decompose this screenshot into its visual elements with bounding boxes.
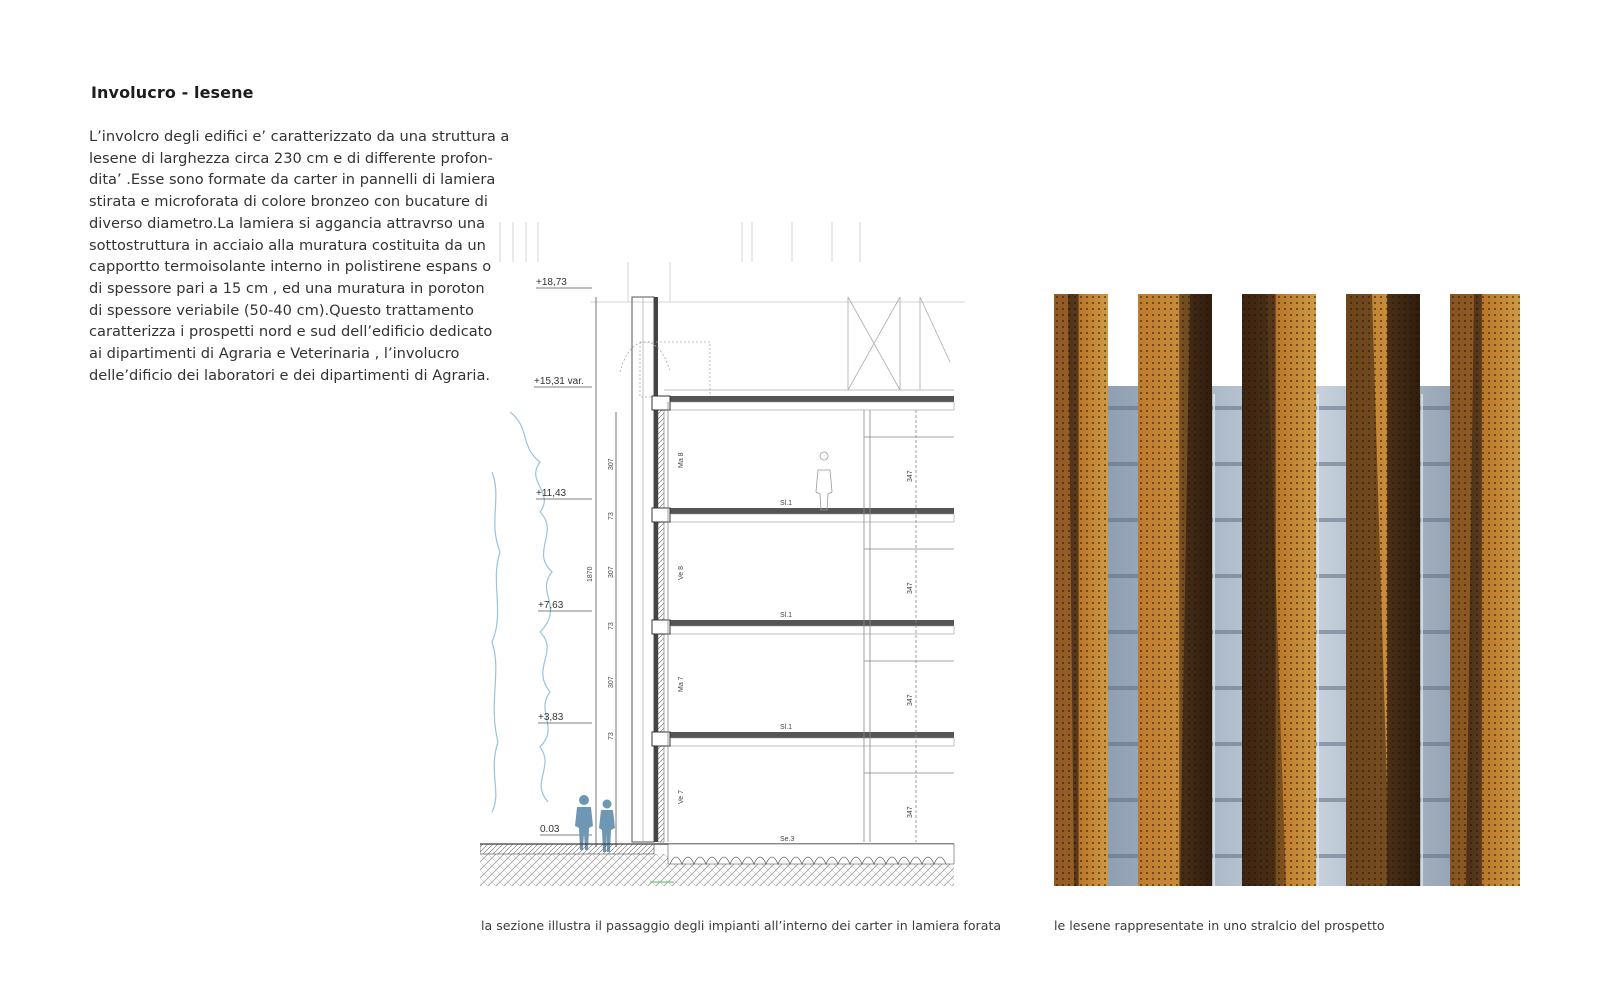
lesena-panel [1450,294,1520,886]
level-label: +3,83 [538,712,564,723]
intro-line: lesene di larghezza circa 230 cm e di differente profon- [89,149,493,167]
facade-wall [632,297,664,842]
intro-line: ai dipartimenti di Agraria e Veterinaria , l’involucro [89,345,460,363]
floor-height-label: 307 [608,458,615,470]
elevation-render [1054,294,1520,886]
intro-line: delle’dificio dei laboratori e dei dipartimenti di Agraria. [89,366,491,384]
intro-line: diverso diametro.La lamiera si aggancia attravrso una [89,214,486,232]
lesena-panel [1242,294,1316,886]
section-drawing [480,222,978,906]
room-label: Ma 8 [678,452,685,468]
level-label: +18,73 [536,277,567,288]
page-title: Involucro - lesene [91,83,254,102]
intro-line: capportto termoisolante interno in polistirene espans o [89,258,492,276]
right-dimension: 347 [907,806,914,818]
room-label: Ve 7 [678,789,685,804]
person-outline [816,452,832,510]
room-label: Ma 7 [678,676,685,692]
floor-height-label: 307 [608,676,615,688]
slab-label: Sl.1 [780,500,793,507]
floor-slabs [652,396,954,746]
intro-line: L’involcro degli edifici e’ caratterizzato da una struttura a [89,128,510,145]
intro-paragraph [89,126,509,386]
lesena-panel [1138,294,1212,886]
upper-grid-lines [500,222,965,302]
intro-line: caratterizza i prospetti nord e sud dell’edificio dedicato [89,323,493,341]
floor-height-label: 73 [608,732,615,740]
right-dimension: 347 [907,694,914,706]
total-height-label: 1870 [587,566,594,582]
intro-line: stirata e microforata di colore bronzeo con bucature di [89,193,488,211]
intro-line: di spessore veriabile (50-40 cm).Questo trattamento [89,301,474,319]
intro-line: di spessore pari a 15 cm , ed una muratura in poroton [89,279,485,297]
level-label: +11,43 [536,488,567,499]
intro-line: dita’ .Esse sono formate da carter in pannelli di lamiera [89,171,496,189]
vegetation-outline [492,412,552,812]
right-dimension: 347 [907,582,914,594]
floor-height-label: 73 [608,622,615,630]
right-dimension: 347 [907,470,914,482]
lesena-panel [1346,294,1420,886]
ground [480,844,954,886]
level-label: +7,63 [538,600,564,611]
floor-height-label: 73 [608,512,615,520]
lesena-panel [1054,294,1108,886]
floor-height-label: 307 [608,566,615,578]
room-label: Ve 8 [678,565,685,580]
slab-label: Sl.1 [780,612,793,619]
slab-label: Se.3 [780,836,795,843]
slab-label: Sl.1 [780,724,793,731]
section-caption: la sezione illustra il passaggio degli impianti all’interno dei carter in lamiera forata [481,918,1002,933]
roof-structure [620,297,954,397]
level-label: +15,31 var. [534,376,584,387]
intro-line: sottostruttura in acciaio alla muratura costituita da un [89,236,486,254]
dimension-text [587,458,615,740]
level-label: 0.03 [540,824,560,835]
elevation-caption: le lesene rappresentate in uno stralcio del prospetto [1054,918,1385,933]
